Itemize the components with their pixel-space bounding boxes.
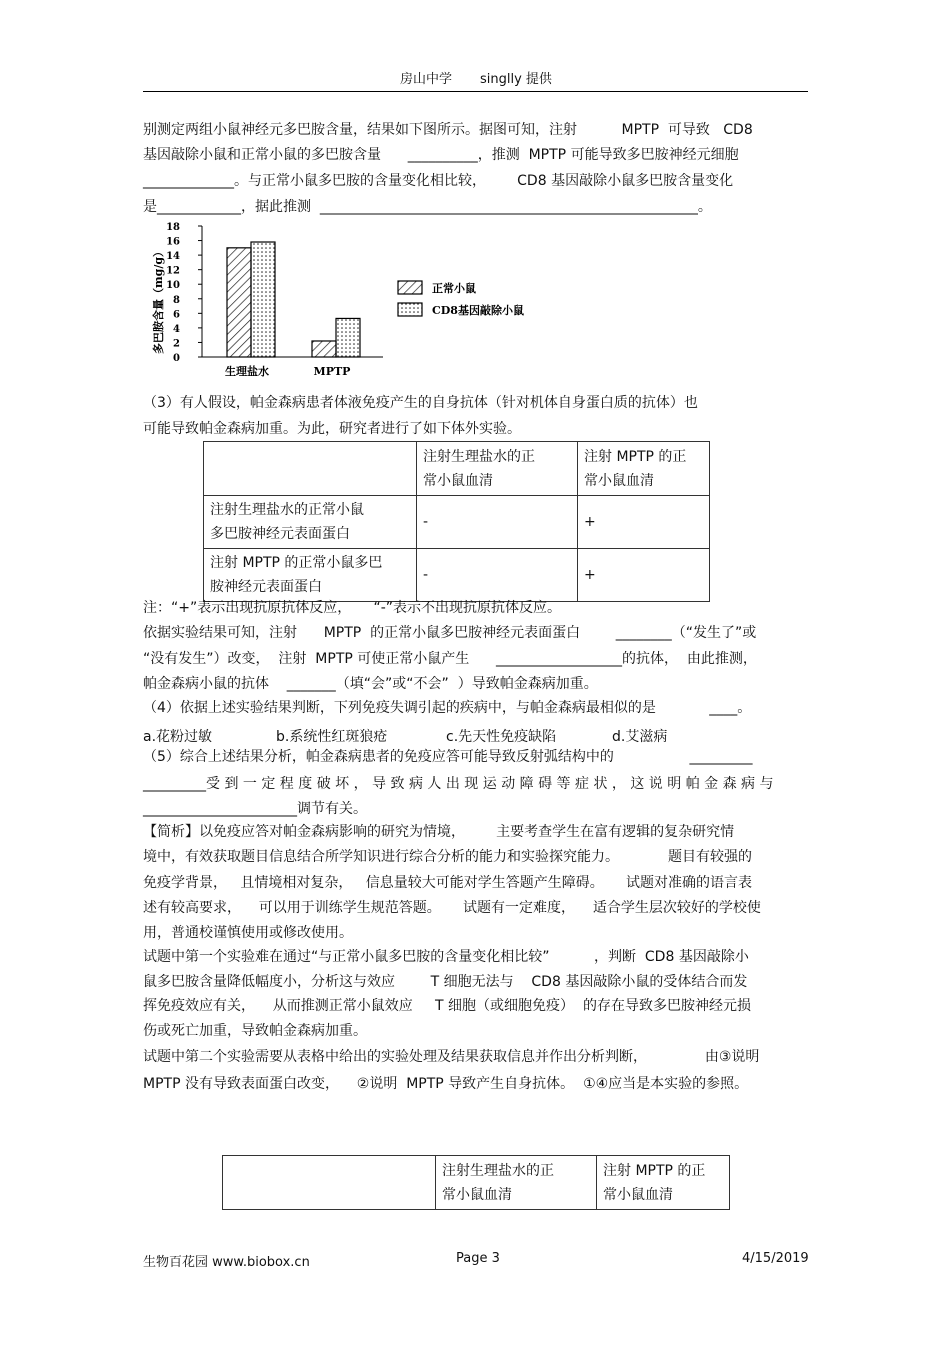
- y-tick-label: 8: [173, 294, 180, 306]
- experiment-table: [203, 441, 710, 602]
- analysis-line: 伤或死亡加重，导致帕金森病加重。: [143, 1023, 367, 1039]
- header-mptp-serum: 注射 MPTP 的正 常小鼠血清: [597, 1156, 730, 1210]
- analysis-line: 用，普通校谨慎使用或修改使用。: [143, 925, 353, 941]
- bar-cd8ko-0: [251, 242, 275, 357]
- q5-line: （5）综合上述结果分析，帕金森病患者的免疫应答可能导致反射弧结构中的 _________: [143, 749, 753, 765]
- option-c: c.先天性免疫缺陷: [446, 729, 557, 745]
- header-mptp-serum: 注射 MPTP 的正 常小鼠血清: [578, 442, 710, 496]
- analysis-line: 【简析】以免疫应答对帕金森病影响的研究为情境， 主要考查学生在富有逻辑的复杂研究情: [143, 824, 735, 840]
- y-tick-label: 12: [166, 265, 180, 277]
- header-provider: singlly 提供: [480, 72, 552, 87]
- y-tick-label: 4: [173, 323, 180, 335]
- analysis-line: 境中，有效获取题目信息结合所学知识进行综合分析的能力和实验探究能力。 题目有较强的: [143, 849, 752, 865]
- option-b: b.系统性红斑狼疮: [276, 729, 388, 745]
- para2-line: 帕金森病小鼠的抗体 _______（填“会”或“不会” ）导致帕金森病加重。: [143, 676, 598, 692]
- para1-line: 基因敲除小鼠和正常小鼠的多巴胺含量 __________，推测 MPTP 可能导致多巴胺神经元细胞: [143, 147, 739, 163]
- para2-line: “没有发生”）改变， 注射 MPTP 可使正常小鼠产生 __________________的抗体， 由此推测，: [143, 651, 757, 667]
- analysis-line: 试题中第二个实验需要从表格中给出的实验处理及结果获取信息并作出分析判断， 由③说明: [143, 1049, 760, 1065]
- para1-line: 别测定两组小鼠神经元多巴胺含量，结果如下图所示。据图可知，注射 MPTP 可导致 CD8: [143, 122, 753, 138]
- analysis-line: 述有较高要求， 可以用于训练学生规范答题。 试题有一定难度， 适合学生层次较好的学校使: [143, 900, 761, 916]
- para1-line: 是____________，据此推测 ______________________________________________________。: [143, 199, 712, 215]
- result-cell: -: [417, 549, 578, 602]
- q5-line: ______________________调节有关。: [143, 801, 367, 817]
- y-tick-label: 18: [166, 222, 180, 233]
- y-axis-label: 多巴胺含量（mg/g）: [152, 245, 165, 355]
- result-cell: +: [578, 549, 710, 602]
- analysis-line: MPTP 没有导致表面蛋白改变， ②说明 MPTP 导致产生自身抗体。 ①④应当是本实验的参照。: [143, 1076, 749, 1092]
- q5-line: _________受 到 一 定 程 度 破 坏 ， 导 致 病 人 出 现 运 动 障 碍 等 症 状 ， 这 说 明 帕 金 森 病 与: [143, 776, 774, 792]
- legend-swatch: [398, 281, 422, 294]
- y-tick-label: 0: [173, 353, 180, 364]
- header-saline-serum: 注射生理盐水的正 常小鼠血清: [436, 1156, 597, 1210]
- y-tick-label: 2: [173, 338, 180, 350]
- experiment-table-repeat: [222, 1155, 730, 1210]
- q4-line: （4）依据上述实验结果判断，下列免疫失调引起的疾病中，与帕金森病最相似的是 ____。: [143, 700, 752, 716]
- footer-site: 生物百花园 www.biobox.cn: [143, 1255, 310, 1270]
- analysis-line: 挥免疫效应有关， 从而推测正常小鼠效应 T 细胞（或细胞免疫） 的存在导致多巴胺神经元损: [143, 998, 751, 1014]
- q3-line: 可能导致帕金森病加重。为此，研究者进行了如下体外实验。: [143, 421, 521, 437]
- note-line: 注：“+”表示出现抗原抗体反应， “-”表示不出现抗原抗体反应。: [143, 600, 562, 616]
- x-tick-label: MPTP: [313, 365, 351, 378]
- empty-cell: [223, 1156, 436, 1210]
- empty-cell: [204, 442, 417, 496]
- analysis-line: 免疫学背景， 且情境相对复杂， 信息量较大可能对学生答题产生障碍。 试题对准确的语言表: [143, 875, 752, 891]
- option-a: a.花粉过敏: [143, 729, 213, 745]
- y-tick-label: 10: [166, 280, 180, 292]
- row-saline-protein: 注射生理盐水的正常小鼠 多巴胺神经元表面蛋白: [204, 496, 417, 549]
- analysis-line: 试题中第一个实验难在通过“与正常小鼠多巴胺的含量变化相比较” ，判断 CD8 基因敲除小: [143, 949, 749, 965]
- y-tick-label: 16: [166, 236, 180, 248]
- bar-normal-0: [227, 248, 251, 357]
- legend-label: CD8基因敲除小鼠: [432, 304, 524, 317]
- para2-line: 依据实验结果可知，注射 MPTP 的正常小鼠多巴胺神经元表面蛋白 ________（“发生了”或: [143, 625, 757, 641]
- y-tick-label: 6: [173, 309, 180, 321]
- bar-normal-1: [312, 341, 336, 357]
- row-mptp-protein: 注射 MPTP 的正常小鼠多巴 胺神经元表面蛋白: [204, 549, 417, 602]
- header-school: 房山中学: [400, 72, 453, 87]
- option-d: d.艾滋病: [612, 729, 668, 745]
- dopamine-bar-chart: [148, 218, 568, 383]
- analysis-line: 鼠多巴胺含量降低幅度小，分析这与效应 T 细胞无法与 CD8 基因敲除小鼠的受体结合而发: [143, 974, 748, 990]
- q3-line: （3）有人假设，帕金森病患者体液免疫产生的自身抗体（针对机体自身蛋白质的抗体）也: [143, 395, 698, 411]
- header-saline-serum: 注射生理盐水的正 常小鼠血清: [417, 442, 578, 496]
- para1-line: _____________。与正常小鼠多巴胺的含量变化相比较， CD8 基因敲除小鼠多巴胺含量变化: [143, 173, 734, 189]
- x-tick-label: 生理盐水: [225, 365, 269, 378]
- result-cell: +: [578, 496, 710, 549]
- legend-label: 正常小鼠: [432, 282, 476, 295]
- footer-date: 4/15/2019: [742, 1251, 809, 1266]
- result-cell: -: [417, 496, 578, 549]
- legend-swatch: [398, 303, 422, 316]
- header-rule: [143, 91, 808, 92]
- y-tick-label: 14: [166, 251, 180, 263]
- footer-page: Page 3: [456, 1251, 500, 1266]
- bar-cd8ko-1: [336, 318, 360, 357]
